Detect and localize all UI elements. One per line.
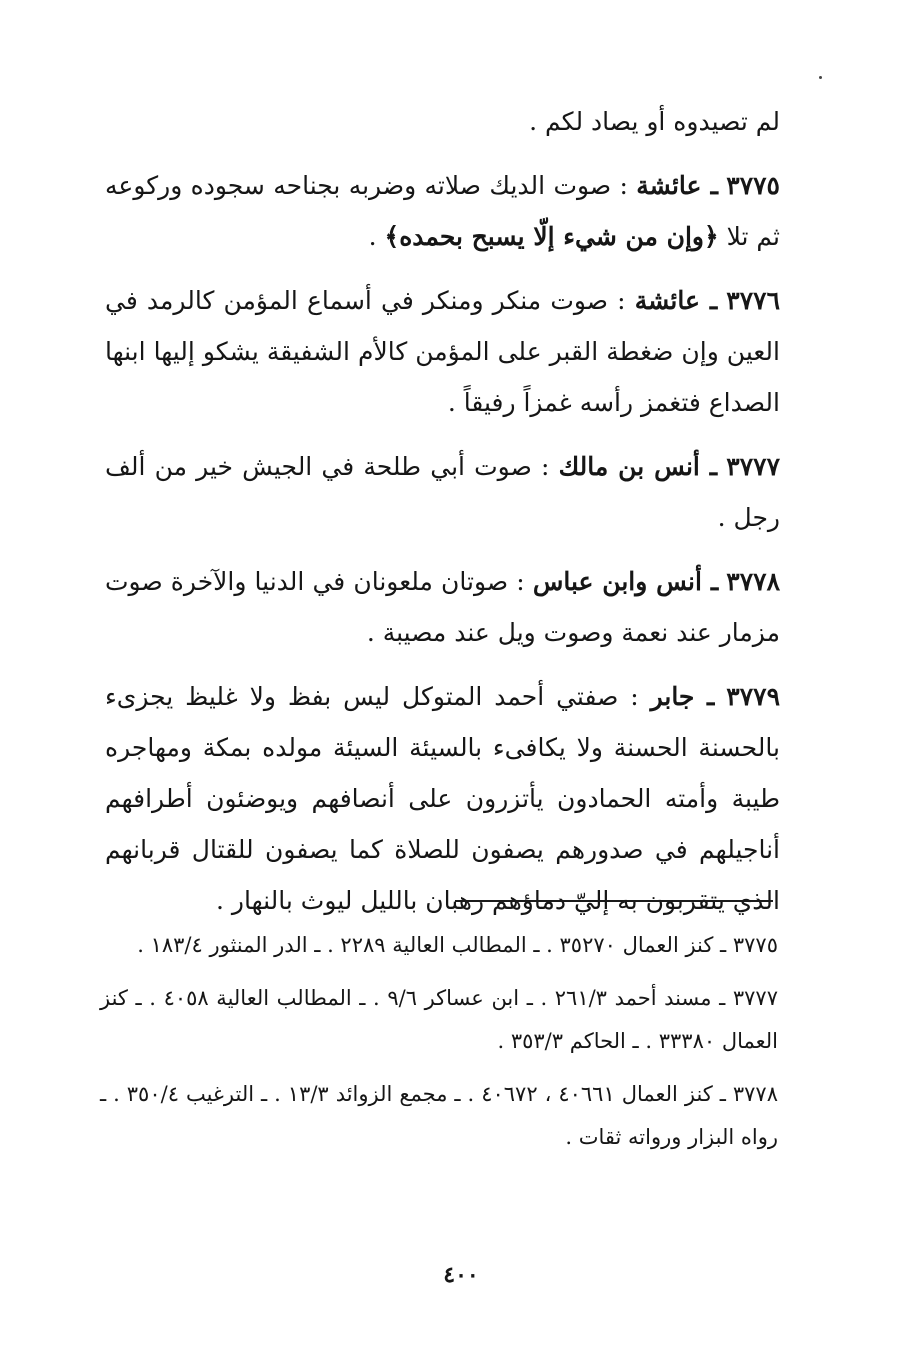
hadith-text: صوت الديك صلاته وضربه بجناحه سجوده وركوعه ثم تلا [105, 171, 780, 251]
footnote-divider [455, 900, 773, 902]
hadith-number: ٣٧٧٩ [726, 682, 780, 711]
hadith-number: ٣٧٧٦ [726, 286, 780, 315]
hadith-3779: ٣٧٧٩ ـ جابر : صفتي أحمد المتوكل ليس بفظ ولا غليظ يجزىء بالحسنة الحسنة ولا يكافىء بالسيئة السيئة مولده بمكة ومهاجره طيبة وأمته الحمادون يأتزرون على أنصافهم ويوضئون أطرافهم أناجيلهم في صدورهم يصفون للصلاة كما يصفون للقتال قربانهم الذي يتقربون به إليّ دماؤهم رهبان بالليل ليوث بالنهار . [105, 682, 780, 915]
hadith-number: ٣٧٧٥ [726, 171, 780, 200]
hadith-3776: ٣٧٧٦ ـ عائشة : صوت منكر ومنكر في أسماع المؤمن كالرمد في العين وإن ضغطة القبر على المؤمن كالأم الشفيقة يشكو إليها ابنها الصداع فتغمز رأسه غمزاً رفيقاً . [105, 286, 780, 417]
hadith-text: صوت أبي طلحة في الجيش خير من ألف رجل . [105, 452, 780, 532]
hadith-text: صوت منكر ومنكر في أسماع المؤمن كالرمد في العين وإن ضغطة القبر على المؤمن كالأم الشفيقة يشكو إليها ابنها الصداع فتغمز رأسه غمزاً رفيقاً . [105, 286, 780, 417]
footnote-3775: ٣٧٧٥ ـ كنز العمال ٣٥٢٧٠ . ـ المطالب العالية ٢٢٨٩ . ـ الدر المنثور ١٨٣/٤ . [137, 933, 778, 957]
hadith-3777: ٣٧٧٧ ـ أنس بن مالك : صوت أبي طلحة في الجيش خير من ألف رجل . [105, 452, 780, 532]
narrator-name: أنس بن مالك [558, 452, 700, 481]
main-text [105, 96, 780, 939]
narrator-name: عائشة [634, 286, 700, 315]
intro-line: لم تصيدوه أو يصاد لكم . [529, 107, 780, 136]
hadith-3778: ٣٧٧٨ ـ أنس وابن عباس : صوتان ملعونان في الدنيا والآخرة صوت مزمار عند نعمة وصوت ويل عند مصيبة . [105, 567, 780, 647]
narrator-name: عائشة [636, 171, 702, 200]
narrator-name: أنس وابن عباس [532, 567, 702, 596]
footnote-3778: ٣٧٧٨ ـ كنز العمال ٤٠٦٦١ ، ٤٠٦٧٢ . ـ مجمع الزوائد ١٣/٣ . ـ الترغيب ٣٥٠/٤ . ـ رواه البزار ورواته ثقات . [100, 1082, 778, 1149]
hadith-text: صفتي أحمد المتوكل ليس بفظ ولا غليظ يجزىء بالحسنة الحسنة ولا يكافىء بالسيئة السيئة مولده بمكة ومهاجره طيبة وأمته الحمادون يأتزرون على أنصافهم ويوضئون أطرافهم أناجيلهم في صدورهم يصفون للصلاة كما يصفون للقتال قربانهم الذي يتقربون به إليّ دماؤهم رهبان بالليل ليوث بالنهار . [105, 682, 780, 915]
quran-quote: ﴿وإن من شيء إلّا يسبح بحمده﴾ [384, 222, 719, 251]
narrator-name: جابر [650, 682, 695, 711]
footnotes [100, 924, 778, 1169]
hadith-number: ٣٧٧٧ [726, 452, 780, 481]
hadith-3775: ٣٧٧٥ ـ عائشة : صوت الديك صلاته وضربه بجناحه سجوده وركوعه ثم تلا ﴿وإن من شيء إلّا يسبح بحمده﴾ . [105, 171, 780, 251]
hadith-text: صوتان ملعونان في الدنيا والآخرة صوت مزمار عند نعمة وصوت ويل عند مصيبة . [105, 567, 780, 647]
hadith-number: ٣٧٧٨ [726, 567, 780, 596]
page-number: ٤٠٠ [443, 1262, 479, 1288]
print-speck [819, 76, 822, 79]
hadith-end: . [368, 222, 377, 251]
footnote-3777: ٣٧٧٧ ـ مسند أحمد ٢٦١/٣ . ـ ابن عساكر ٩/٦ . ـ المطالب العالية ٤٠٥٨ . ـ كنز العمال ٣٣٣٨٠ . ـ الحاكم ٣٥٣/٣ . [100, 986, 778, 1053]
